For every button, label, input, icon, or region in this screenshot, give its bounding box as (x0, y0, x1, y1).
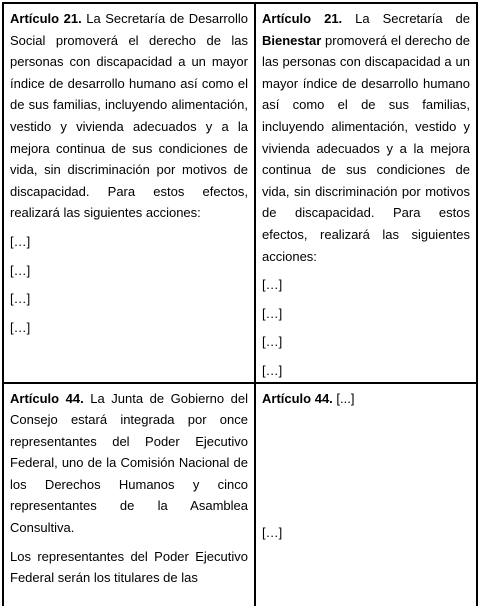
proposed-text-cell (255, 3, 477, 383)
article-paragraph (262, 388, 470, 410)
article-paragraph-continued: Los representantes del Poder Ejecutivo Federal serán los titulares de las (10, 548, 248, 586)
article-heading: Artículo 44. (10, 390, 84, 406)
article-body: La Junta de Gobierno del Consejo estará integrada por once representantes del Poder Ejecutivo Federal, uno de la Comisión Nacional de los Derechos Humanos y cinco representantes de la Asamblea Consultiva. (10, 390, 248, 536)
omitted-item: […] (10, 291, 31, 307)
proposed-text-cell (255, 383, 477, 606)
article-body: La Secretaría de Desarrollo Social promoverá el derecho de las personas con discapacidad a un mayor índice de desarrollo humano así como el de sus familias, incluyendo alimentación, vestido y vivienda adecuados y a la mejora continua de sus condiciones de vida, sin discriminación por motivos de discapacidad. Para estos efectos, realizará las siguientes acciones: (10, 11, 248, 221)
article-heading: Artículo 21. (10, 11, 82, 26)
omitted-item: […] (10, 233, 31, 249)
comparison-table (2, 2, 478, 606)
article-body: [...] (336, 390, 355, 406)
omitted-item: […] (262, 277, 283, 293)
current-text-cell (3, 3, 255, 383)
current-text-cell (3, 383, 255, 606)
omitted-item: […] (262, 334, 283, 350)
omitted-item: […] (262, 525, 283, 541)
omitted-item: […] (262, 305, 283, 321)
article-paragraph (262, 8, 470, 267)
article-heading: Artículo 44. (262, 390, 333, 406)
article-paragraph (10, 388, 248, 539)
article-paragraph (10, 8, 248, 224)
table-row (3, 3, 477, 383)
amended-term: Bienestar (262, 32, 322, 48)
article-body-start: La Secretaría de (355, 11, 470, 26)
omitted-item: […] (10, 262, 31, 278)
omitted-item: […] (10, 319, 31, 335)
article-heading: Artículo 21. (262, 11, 343, 26)
omitted-item: […] (262, 362, 283, 378)
table-row (3, 383, 477, 606)
article-body-end: promoverá el derecho de las personas con discapacidad a un mayor índice de desarrollo humano así como el de sus familias, incluyendo alimentación, vestido y vivienda adecuados y a la mejora continua de sus condiciones de vida, sin discriminación por motivos de discapacidad. Para estos efectos, realizará las siguientes acciones: (262, 32, 470, 264)
